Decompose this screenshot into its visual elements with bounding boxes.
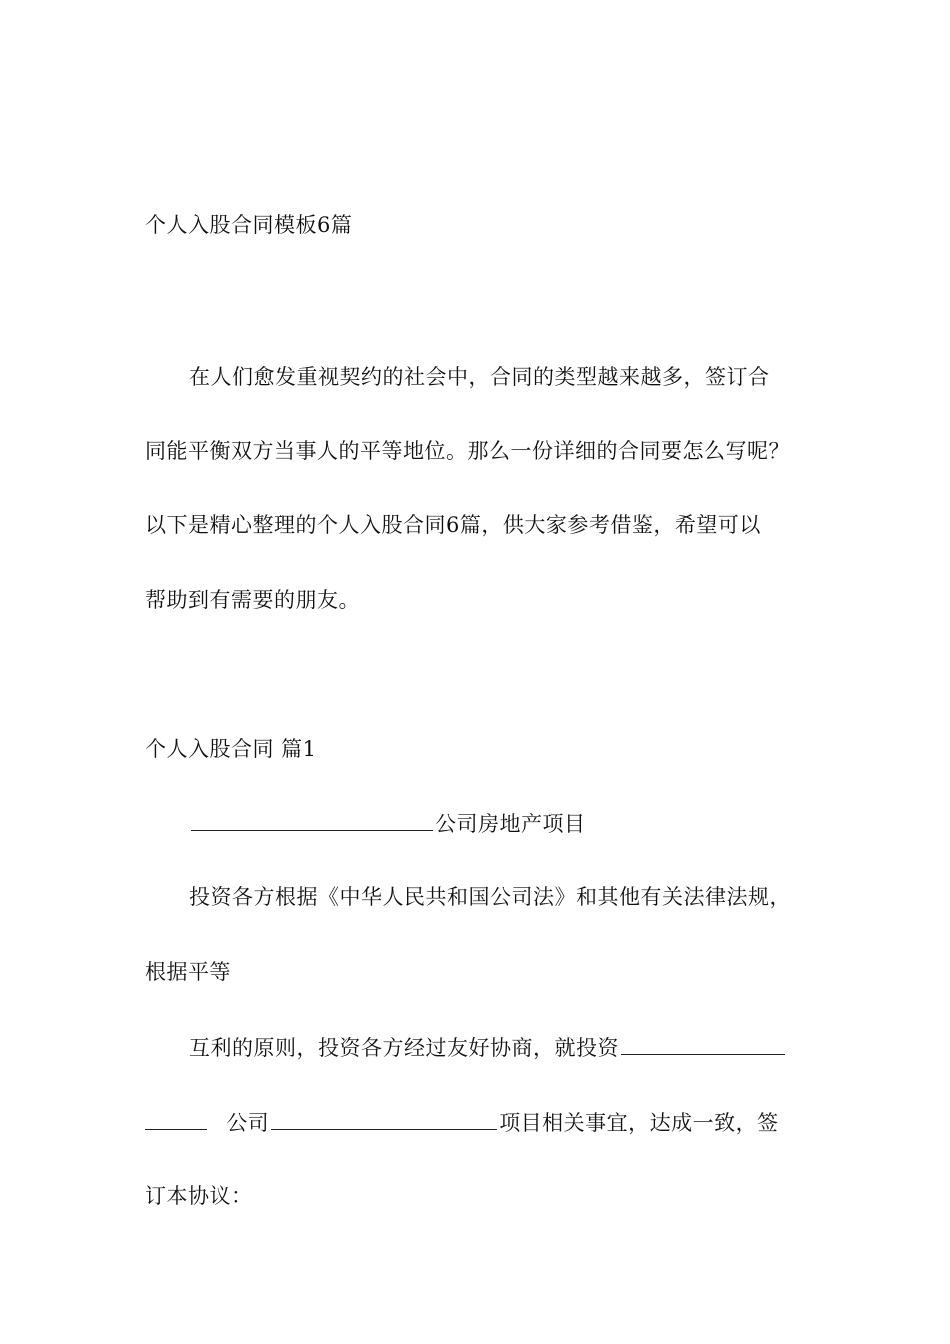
body-line-4-text: 项目相关事宜，达成一致，签 (499, 1111, 779, 1135)
intro-line-4: 帮助到有需要的朋友。 (145, 588, 360, 612)
body-line-2: 根据平等 (145, 960, 231, 984)
company-prefix-blank (145, 1109, 207, 1130)
intro-line-3: 以下是精心整理的个人入股合同6篇，供大家参考借鉴，希望可以 (145, 513, 761, 537)
body-line-3-text: 互利的原则，投资各方经过友好协商，就投资 (189, 1036, 619, 1060)
project-name-blank (271, 1109, 497, 1130)
intro-line-1: 在人们愈发重视契约的社会中，合同的类型越来越多，签订合 (189, 365, 770, 389)
company-label: 公司 (226, 1111, 270, 1135)
body-line-3 (189, 1034, 787, 1061)
project-blank (191, 810, 433, 831)
project-label: 公司房地产项目 (435, 812, 586, 836)
section-heading: 个人入股合同 篇1 (145, 737, 317, 761)
investment-blank (621, 1034, 785, 1055)
document-title: 个人入股合同模板6篇 (145, 213, 353, 237)
body-line-4 (145, 1109, 779, 1136)
intro-line-2: 同能平衡双方当事人的平等地位。那么一份详细的合同要怎么写呢？ (145, 439, 790, 463)
body-line-5: 订本协议： (145, 1184, 253, 1208)
body-line-1: 投资各方根据《中华人民共和国公司法》和其他有关法律法规， (189, 885, 791, 909)
project-line (189, 810, 586, 837)
